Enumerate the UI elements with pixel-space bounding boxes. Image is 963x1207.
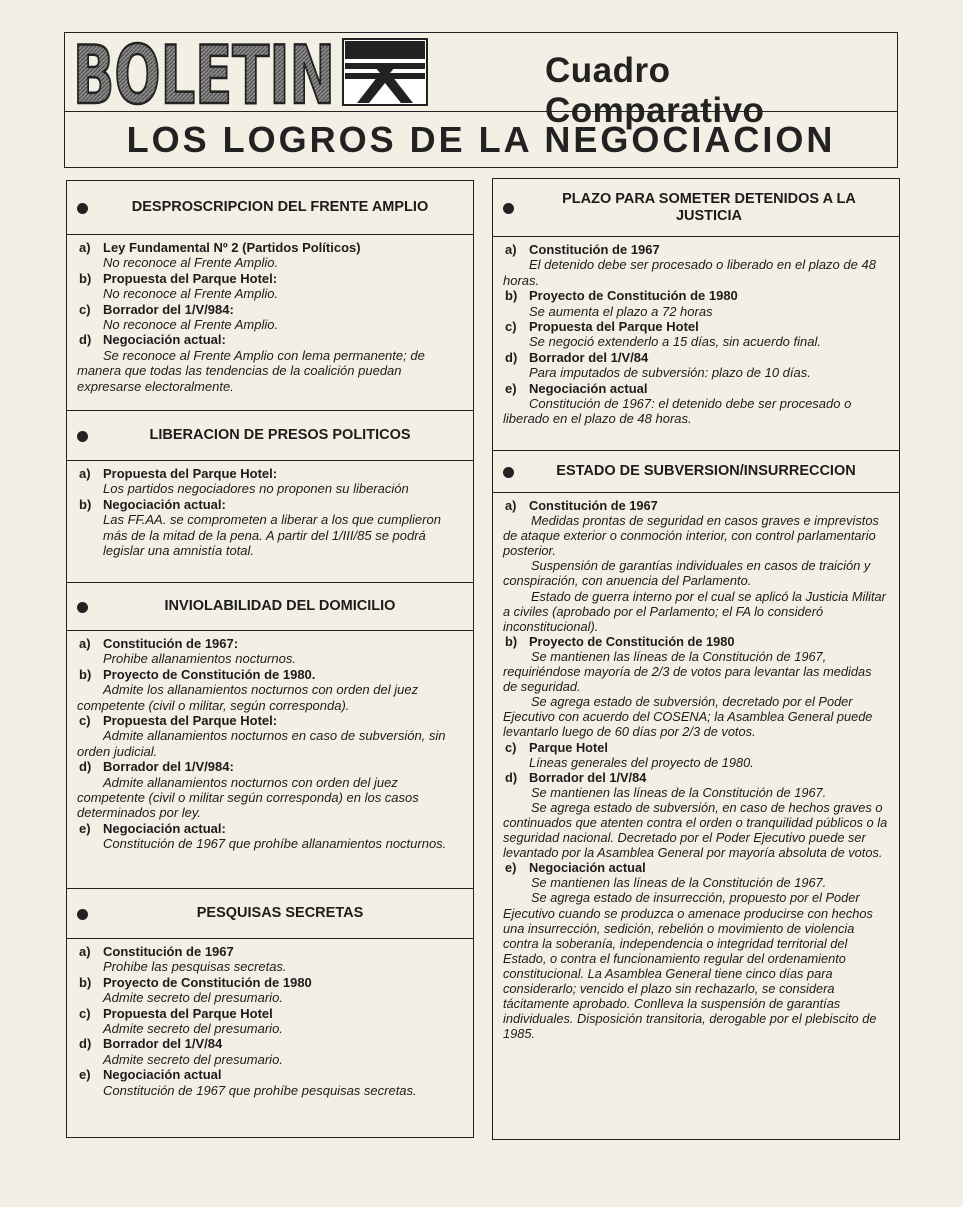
list-item: c) Propuesta del Parque Hotel Se negoció extenderlo a 15 días, sin acuerdo final. <box>505 319 821 350</box>
section-body <box>67 461 473 583</box>
list-item: d) Borrador del 1/V/84 Se mantienen las líneas de la Constitución de 1967. Se agrega estado de subversión, en caso de hechos graves o continuados que atenten contra el orden o tranquilidad públicos o la seguridad nacional. Decretado por el Poder Ejecutivo puede ser levantado por la Asamblea General por mayoría absoluta de votos. <box>503 769 888 861</box>
header <box>64 32 898 168</box>
section-body <box>493 237 899 451</box>
section-body <box>67 631 473 889</box>
list-item: a) Constitución de 1967 Medidas prontas de seguridad en casos graves e imprevistos de ataque exterior o conmoción interior, con control parlamentario posterior. Suspensión de garantías individuales en casos de traición y conspiración, con anuencia del Parlamento. Estado de guerra interno por el cual se aplicó la Justicia Militar a civiles (aprobado por el Parlamento; el FA lo consideró inconstitucional). <box>503 498 886 634</box>
list-item: b) Negociación actual: Las FF.AA. se comprometen a liberar a los que cumplieron más de la mitad de la pena. A partir del 1/III/85 se podrá legislar una amnistía total. <box>79 496 441 559</box>
list-item: b) Proyecto de Constitución de 1980 Se mantienen las líneas de la Constitución de 1967, requiriéndose mayoría de 2/3 de votos para levantar las medidas de seguridad. Se agrega estado de subversión, decretado por el Poder Ejecutivo con acuerdo del COSENA; la Asamblea General puede levantarlo luego de 60 días por 2/3 de votos. <box>503 633 873 740</box>
list-item: a) Constitución de 1967 Prohibe las pesquisas secretas. <box>79 944 287 975</box>
list-item: e) Negociación actual Se mantienen las líneas de la Constitución de 1967. Se agrega estado de insurrección, propuesto por el Poder Ejecutivo cuando se produzca o amenace producirse con hechos una insurrección, sedición, rebelión o movimiento de violencia contra la soberanía, independencia o integridad territorial del Estado, o contra el funcionamiento regular del ordenamiento constitucional. La Asamblea General tiene cinco días para considerarlo; vencido el plazo sin rechazarlo, se considera tácitamente aprobado. Conlleva la suspensión de garantías individuales. Disposición transitoria, derogable por el plebiscito de 1985. <box>503 860 877 1042</box>
list-item: e) Negociación actual Constitución de 1967 que prohíbe pesquisas secretas. <box>79 1067 417 1098</box>
list-item: b) Proyecto de Constitución de 1980. Admite los allanamientos nocturnos con orden del juez competente (civil o militar, según corresponda). <box>77 666 419 713</box>
section-body <box>67 939 473 1135</box>
section-heading: LIBERACION DE PRESOS POLITICOS <box>67 411 473 461</box>
list-item: a) Ley Fundamental Nº 2 (Partidos Políticos) No reconoce al Frente Amplio. <box>79 240 361 271</box>
header-top-row <box>65 33 897 130</box>
list-item: d) Borrador del 1/V/84 Admite secreto del presumario. <box>79 1036 283 1067</box>
section-body <box>493 493 899 1133</box>
list-item: c) Propuesta del Parque Hotel Admite secreto del presumario. <box>79 1005 283 1037</box>
list-item: c) Propuesta del Parque Hotel: Admite allanamientos nocturnos en caso de subversión, sin orden judicial. <box>77 713 446 759</box>
list-item: e) Negociación actual Constitución de 1967: el detenido debe ser procesado o liberado en el plazo de 48 horas. <box>503 380 852 427</box>
right-column <box>492 178 900 1140</box>
section-heading: PESQUISAS SECRETAS <box>67 889 473 939</box>
section-body <box>67 235 473 411</box>
left-column <box>66 180 474 1138</box>
section-heading: ESTADO DE SUBVERSION/INSURRECCION <box>493 451 899 493</box>
list-item: d) Borrador del 1/V/84 Para imputados de subversión: plazo de 10 días. <box>505 349 811 381</box>
list-item: d) Borrador del 1/V/984: Admite allanamientos nocturnos con orden del juez competente (civil o militar según corresponda) en los casos determinados por ley. <box>77 759 419 821</box>
list-item: a) Constitución de 1967 El detenido debe ser procesado o liberado en el plazo de 48 horas. <box>503 242 876 288</box>
list-item: b) Propuesta del Parque Hotel: No reconoce al Frente Amplio. <box>79 270 279 302</box>
boletin-logo <box>73 37 483 107</box>
section-heading: INVIOLABILIDAD DEL DOMICILIO <box>67 583 473 631</box>
bullet-icon <box>77 203 88 214</box>
subtitle: Cuadro Comparativo <box>545 51 765 130</box>
svg-text:BOLETIN: BOLETIN <box>73 37 335 107</box>
list-item: c) Parque Hotel Líneas generales del proyecto de 1980. <box>505 739 754 770</box>
section-heading: DESPROSCRIPCION DEL FRENTE AMPLIO <box>67 181 473 235</box>
list-item: a) Constitución de 1967: Prohibe allanamientos nocturnos. <box>79 636 296 667</box>
bullet-icon <box>77 909 88 920</box>
bullet-icon <box>503 467 514 478</box>
list-item: a) Propuesta del Parque Hotel: Los partidos negociadores no proponen su liberación <box>79 466 409 497</box>
list-item: d) Negociación actual: Se reconoce al Frente Amplio con lema permanente; de manera que todas las tendencias de la coalición puedan expresarse electoralmente. <box>77 332 425 394</box>
section-heading: PLAZO PARA SOMETER DETENIDOS A LA JUSTICIA <box>493 179 899 237</box>
list-item: c) Borrador del 1/V/984: No reconoce al Frente Amplio. <box>79 301 279 333</box>
page-title: LOS LOGROS DE LA NEGOCIACION <box>126 119 836 160</box>
list-item: b) Proyecto de Constitución de 1980 Se aumenta el plazo a 72 horas <box>505 288 738 319</box>
bullet-icon <box>77 431 88 442</box>
logo-emblem-icon <box>343 39 427 105</box>
bullet-icon <box>77 602 88 613</box>
bullet-icon <box>503 203 514 214</box>
list-item: e) Negociación actual: Constitución de 1967 que prohíbe allanamientos nocturnos. <box>79 820 447 852</box>
list-item: b) Proyecto de Constitución de 1980 Admite secreto del presumario. <box>79 974 312 1006</box>
